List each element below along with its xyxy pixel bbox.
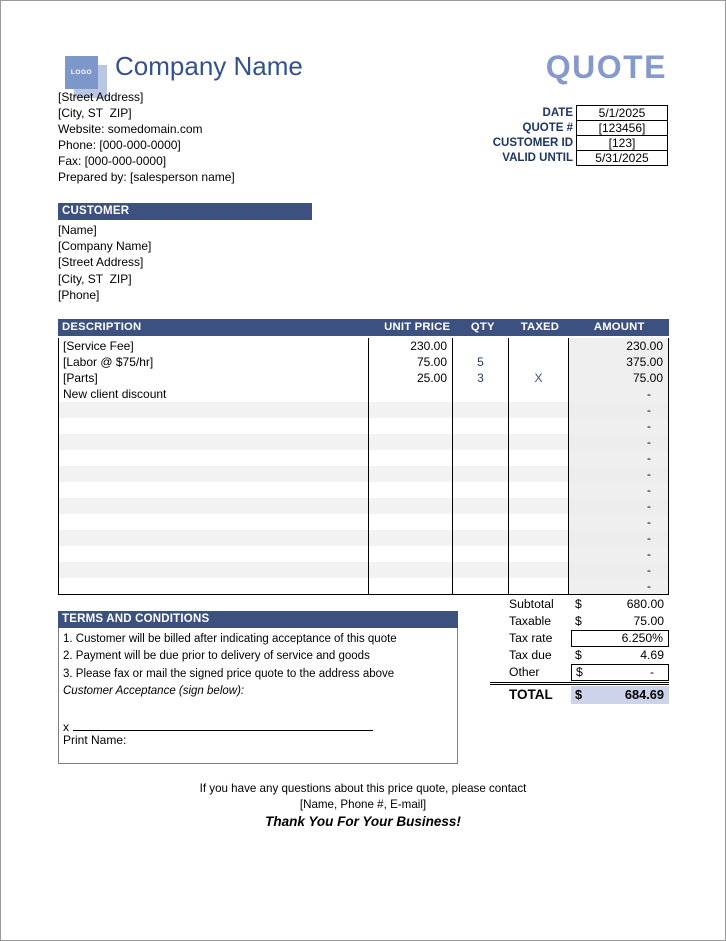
taxable-value: 75.00 [633,614,664,628]
item-qty-cell[interactable] [452,530,508,546]
item-description-cell[interactable] [59,514,368,530]
item-qty-cell[interactable] [452,546,508,562]
item-taxed-cell[interactable] [508,530,568,546]
item-description-cell[interactable]: [Service Fee] [63,339,134,353]
item-amount-cell: - [568,434,668,450]
currency-symbol: $ [575,687,583,702]
tax-rate-label: Tax rate [509,631,553,645]
item-amount-cell: - [568,578,668,594]
item-qty-cell[interactable] [452,562,508,578]
other-row [490,664,669,681]
table-row [59,354,668,370]
item-unit-price-cell[interactable] [368,562,452,578]
item-description-cell[interactable] [59,418,368,434]
table-row [59,546,668,562]
table-row [59,402,668,418]
customer-name[interactable]: [Name] [58,223,97,237]
other-value-cell[interactable] [571,664,669,681]
item-qty-cell[interactable] [452,434,508,450]
item-taxed-cell[interactable] [508,482,568,498]
print-name-label: Print Name: [63,733,127,747]
item-unit-price-cell[interactable] [368,386,452,402]
item-qty-cell[interactable] [452,482,508,498]
quote-number-label: QUOTE # [522,122,573,134]
subtotal-row [490,596,669,613]
item-description-cell[interactable] [59,482,368,498]
item-description-cell[interactable] [59,530,368,546]
column-header-description: DESCRIPTION [62,321,142,333]
item-taxed-cell[interactable] [508,578,568,594]
item-qty-cell[interactable] [452,338,508,354]
items-table [58,319,669,595]
prepared-by: Prepared by: [salesperson name] [58,169,235,184]
company-info-block [58,90,235,185]
tax-due-value-cell [571,647,669,664]
customer-block [58,222,151,303]
item-taxed-cell[interactable]: X [508,370,568,386]
table-row [59,434,668,450]
table-row [59,338,668,354]
document-title: QUOTE [545,49,667,85]
item-qty-cell[interactable]: 3 [452,370,508,386]
item-unit-price-cell[interactable] [368,498,452,514]
item-description-cell[interactable]: New client discount [63,387,167,401]
table-row [59,386,668,402]
table-row [59,498,668,514]
logo-label: LOGO [70,69,93,76]
item-unit-price-cell[interactable] [368,450,452,466]
customer-id-value[interactable]: [123] [576,135,668,151]
total-row [490,686,669,704]
item-amount-cell: - [568,466,668,482]
item-qty-cell[interactable] [452,578,508,594]
item-taxed-cell[interactable] [508,562,568,578]
item-amount-cell: - [568,402,668,418]
taxable-value-cell [571,613,669,630]
customer-acceptance-label: Customer Acceptance (sign below): [63,685,245,698]
meta-row-customer-id [401,135,669,151]
tax-rate-row [490,630,669,647]
taxable-row [490,613,669,630]
currency-symbol: $ [575,648,582,662]
item-unit-price-cell[interactable]: 75.00 [368,354,452,370]
table-row [59,370,668,386]
company-street: [Street Address] [58,90,144,104]
item-amount-cell: - [568,498,668,514]
tax-rate-value-cell[interactable] [571,630,669,647]
subtotal-value: 680.00 [626,597,664,611]
item-taxed-cell[interactable] [508,338,568,354]
item-description-cell[interactable] [59,578,368,594]
quote-number-value[interactable]: [123456] [576,120,668,136]
column-header-qty: QTY [470,321,495,333]
item-unit-price-cell[interactable] [368,466,452,482]
signature-x-mark: x [63,720,69,734]
table-row [59,578,668,594]
logo-square [65,56,98,89]
footer-contact-line: If you have any questions about this price quote, please contact [199,782,527,795]
customer-phone[interactable]: [Phone] [58,287,100,302]
footer-contact-placeholder: [Name, Phone #, E-mail] [299,798,427,811]
tax-due-row [490,647,669,664]
column-header-unit-price: UNIT PRICE [384,321,451,333]
footer-thanks: Thank You For Your Business! [265,814,461,829]
valid-until-value[interactable]: 5/31/2025 [576,150,668,166]
item-amount-cell: 230.00 [568,338,668,354]
items-table-body [58,338,669,595]
terms-line-2: 2. Payment will be due prior to delivery of service and goods [63,650,370,663]
currency-symbol: $ [576,665,583,679]
item-taxed-cell[interactable] [508,546,568,562]
item-taxed-cell[interactable] [508,434,568,450]
item-qty-cell[interactable] [452,418,508,434]
item-taxed-cell[interactable] [508,498,568,514]
table-row [59,530,668,546]
item-description-cell[interactable]: [Labor @ $75/hr] [63,355,154,369]
tax-due-value: 4.69 [640,648,664,662]
total-label: TOTAL [509,687,553,702]
item-amount-cell: - [568,530,668,546]
item-amount-cell: - [568,514,668,530]
company-fax: Fax: [000-000-0000] [58,153,167,168]
item-unit-price-cell[interactable] [368,514,452,530]
item-amount-cell: - [568,418,668,434]
item-unit-price-cell[interactable] [368,418,452,434]
column-header-amount: AMOUNT [593,321,645,333]
item-description-cell[interactable]: [Parts] [63,371,98,385]
taxable-label: Taxable [509,614,552,628]
item-unit-price-cell[interactable]: 25.00 [368,370,452,386]
item-amount-cell: - [568,386,668,402]
table-row [59,466,668,482]
total-value-cell [571,686,669,704]
item-unit-price-cell[interactable] [368,482,452,498]
item-unit-price-cell[interactable] [368,434,452,450]
item-description-cell[interactable] [59,434,368,450]
item-amount-cell: 375.00 [568,354,668,370]
item-qty-cell[interactable] [452,466,508,482]
terms-line-1: 1. Customer will be billed after indicating acceptance of this quote [63,633,397,645]
tax-due-label: Tax due [509,648,552,662]
table-row [59,482,668,498]
items-table-header [58,319,669,336]
date-value[interactable]: 5/1/2025 [576,105,668,121]
item-unit-price-cell[interactable] [368,546,452,562]
item-description-cell[interactable] [59,562,368,578]
item-amount-cell: - [568,450,668,466]
signature-line[interactable] [73,719,373,731]
signature-row [63,719,373,734]
table-row [59,514,668,530]
other-value: - [649,665,654,679]
item-qty-cell[interactable] [452,402,508,418]
item-unit-price-cell[interactable]: 230.00 [368,338,452,354]
valid-until-label: VALID UNTIL [502,152,573,164]
item-unit-price-cell[interactable] [368,402,452,418]
date-label: DATE [542,107,573,119]
item-unit-price-cell[interactable] [368,578,452,594]
item-description-cell[interactable] [59,466,368,482]
meta-row-date [401,105,669,121]
customer-id-label: CUSTOMER ID [492,137,573,149]
company-phone: Phone: [000-000-0000] [58,137,181,152]
customer-section-header: CUSTOMER [58,203,312,220]
tax-rate-value: 6.250% [621,631,663,645]
item-taxed-cell[interactable] [508,450,568,466]
item-qty-cell[interactable]: 5 [452,354,508,370]
item-taxed-cell[interactable] [508,418,568,434]
quote-meta-block [401,105,669,166]
customer-company[interactable]: [Company Name] [58,239,152,254]
item-taxed-cell[interactable] [508,466,568,482]
item-description-cell[interactable] [59,498,368,514]
subtotal-label: Subtotal [509,597,554,611]
item-qty-cell[interactable] [452,386,508,402]
company-city: [City, ST ZIP] [58,105,132,120]
item-description-cell[interactable] [59,546,368,562]
item-amount-cell: 75.00 [568,370,668,386]
company-website: Website: somedomain.com [58,121,203,136]
other-label: Other [509,665,540,679]
item-qty-cell[interactable] [452,498,508,514]
item-taxed-cell[interactable] [508,386,568,402]
totals-block [490,596,669,704]
currency-symbol: $ [575,614,582,628]
item-description-cell[interactable] [59,402,368,418]
item-amount-cell: - [568,546,668,562]
customer-city[interactable]: [City, ST ZIP] [58,271,132,286]
customer-street[interactable]: [Street Address] [58,255,144,270]
column-header-taxed: TAXED [520,321,560,333]
total-divider [490,682,669,685]
table-row [59,418,668,434]
subtotal-value-cell [571,596,669,613]
item-unit-price-cell[interactable] [368,530,452,546]
terms-section-header: TERMS AND CONDITIONS [58,611,458,628]
item-taxed-cell[interactable] [508,514,568,530]
item-taxed-cell[interactable] [508,354,568,370]
item-amount-cell: - [568,562,668,578]
item-description-cell[interactable] [59,450,368,466]
currency-symbol: $ [575,597,582,611]
item-qty-cell[interactable] [452,450,508,466]
company-name: Company Name [115,51,303,81]
table-row [59,562,668,578]
total-value: 684.69 [624,687,664,702]
item-amount-cell: - [568,482,668,498]
meta-row-valid-until [401,150,669,166]
terms-line-3: 3. Please fax or mail the signed price quote to the address above [63,667,395,680]
terms-and-conditions-box [58,611,458,764]
item-taxed-cell[interactable] [508,402,568,418]
terms-lines [59,628,457,701]
meta-row-quote-number [401,120,669,136]
item-qty-cell[interactable] [452,514,508,530]
table-row [59,450,668,466]
